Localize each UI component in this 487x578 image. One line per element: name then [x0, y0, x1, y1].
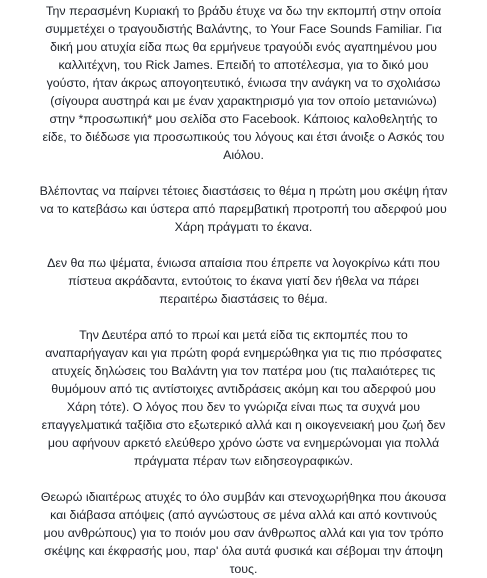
paragraph-3 [8, 254, 479, 308]
text-line: ατυχείς δηλώσεις του Βαλάντη για τον πατέρα μου (τις παλαιότερες τις [51, 364, 436, 378]
text-line: πίστευα ακράδαντα, εντούτοις το έκανα γιατί δεν ήθελα να πάρει [68, 274, 419, 288]
text-line: στην *προσωπική* μου σελίδα στο Facebook. Κάποιος καλοθελητής το [49, 112, 438, 126]
text-line: τους. [229, 562, 258, 576]
text-line: να το κατεβάσω και ύστερα από παρεμβατική προτροπή του αδερφού μου [40, 202, 447, 216]
text-line: δική μου ατυχία είδα πως θα ερμήνευε τραγούδι ενός αγαπημένου μου [50, 40, 437, 54]
text-line: Βλέποντας να παίρνει τέτοιες διαστάσεις το θέμα η πρώτη μου σκέψη ήταν [39, 184, 448, 198]
text-line: Την Δευτέρα από το πρωί και μετά είδα τις εκπομπές που το [79, 328, 408, 342]
text-line: μου ανθρώπους) για το ποιόν μου σαν άνθρωπος αλλά και για τον τρόπο [43, 526, 444, 540]
text-line: Χάρη πράγματι το έκανα. [174, 220, 313, 234]
text-line: σκέψης και έκφρασής μου, παρ' όλα αυτά φυσικά και σέβομαι την άποψη [44, 544, 443, 558]
text-line: περαιτέρω διαστάσεις το θέμα. [159, 292, 328, 306]
text-line: είδε, το διέδωσε για προσωπικούς του λόγους και έτσι άνοιξε ο Ασκός του [42, 130, 445, 144]
text-line: μου αφήνουν αρκετό ελεύθερο χρόνο ώστε να ενημερώνομαι για πολλά [47, 436, 440, 450]
text-line: πράγματα πέραν των ειδησεογραφικών. [133, 454, 354, 468]
text-line: Αιόλου. [223, 148, 264, 162]
text-line: Δεν θα πω ψέματα, ένιωσα απαίσια που έπρεπε να λογοκρίνω κάτι που [47, 256, 440, 270]
text-line: (σίγουρα αυστηρά και με έναν χαρακτηρισμό για τον οποίο μετανιώνω) [50, 94, 437, 108]
paragraph-4 [8, 326, 479, 470]
text-line: καλλιτέχνη, του Rick James. Επειδή το αποτέλεσμα, για το δικό μου [58, 58, 429, 72]
paragraph-2 [8, 182, 479, 236]
text-line: Χάρη τότε). Ο λόγος που δεν το γνώριζα είναι πως τα συχνά μου [66, 400, 421, 414]
post-body [8, 2, 479, 578]
text-line: συμμετέχει ο τραγουδιστής Βαλάντης, το Your Face Sounds Familiar. Για [45, 22, 442, 36]
text-line: επαγγελματικά ταξίδια στο εξωτερικό αλλά και η οικογενειακή μου ζωή δεν [41, 418, 446, 432]
paragraph-5 [8, 488, 479, 578]
paragraph-1 [8, 2, 479, 164]
text-line: θυμόμουν από τις αντίστοιχες αντιδράσεις ακόμη και του αδερφού μου [51, 382, 436, 396]
text-line: γούστο, ήταν άκρως απογοητευτικό, ένιωσα την ανάγκη να το σχολιάσω [46, 76, 441, 90]
text-line: και διάβασα απόψεις (από αγνώστους σε μένα αλλά και από κοντινούς [50, 508, 437, 522]
text-line: Θεωρώ ιδιαιτέρως ατυχές το όλο συμβάν και στενοχωρήθηκα που άκουσα [40, 490, 447, 504]
text-line: Την περασμένη Κυριακή το βράδυ έτυχε να δω την εκπομπή στην οποία [45, 4, 442, 18]
text-line: αναπαρήγαγαν και για πρώτη φορά ενημερώθηκα για τις πιο πρόσφατες [45, 346, 442, 360]
